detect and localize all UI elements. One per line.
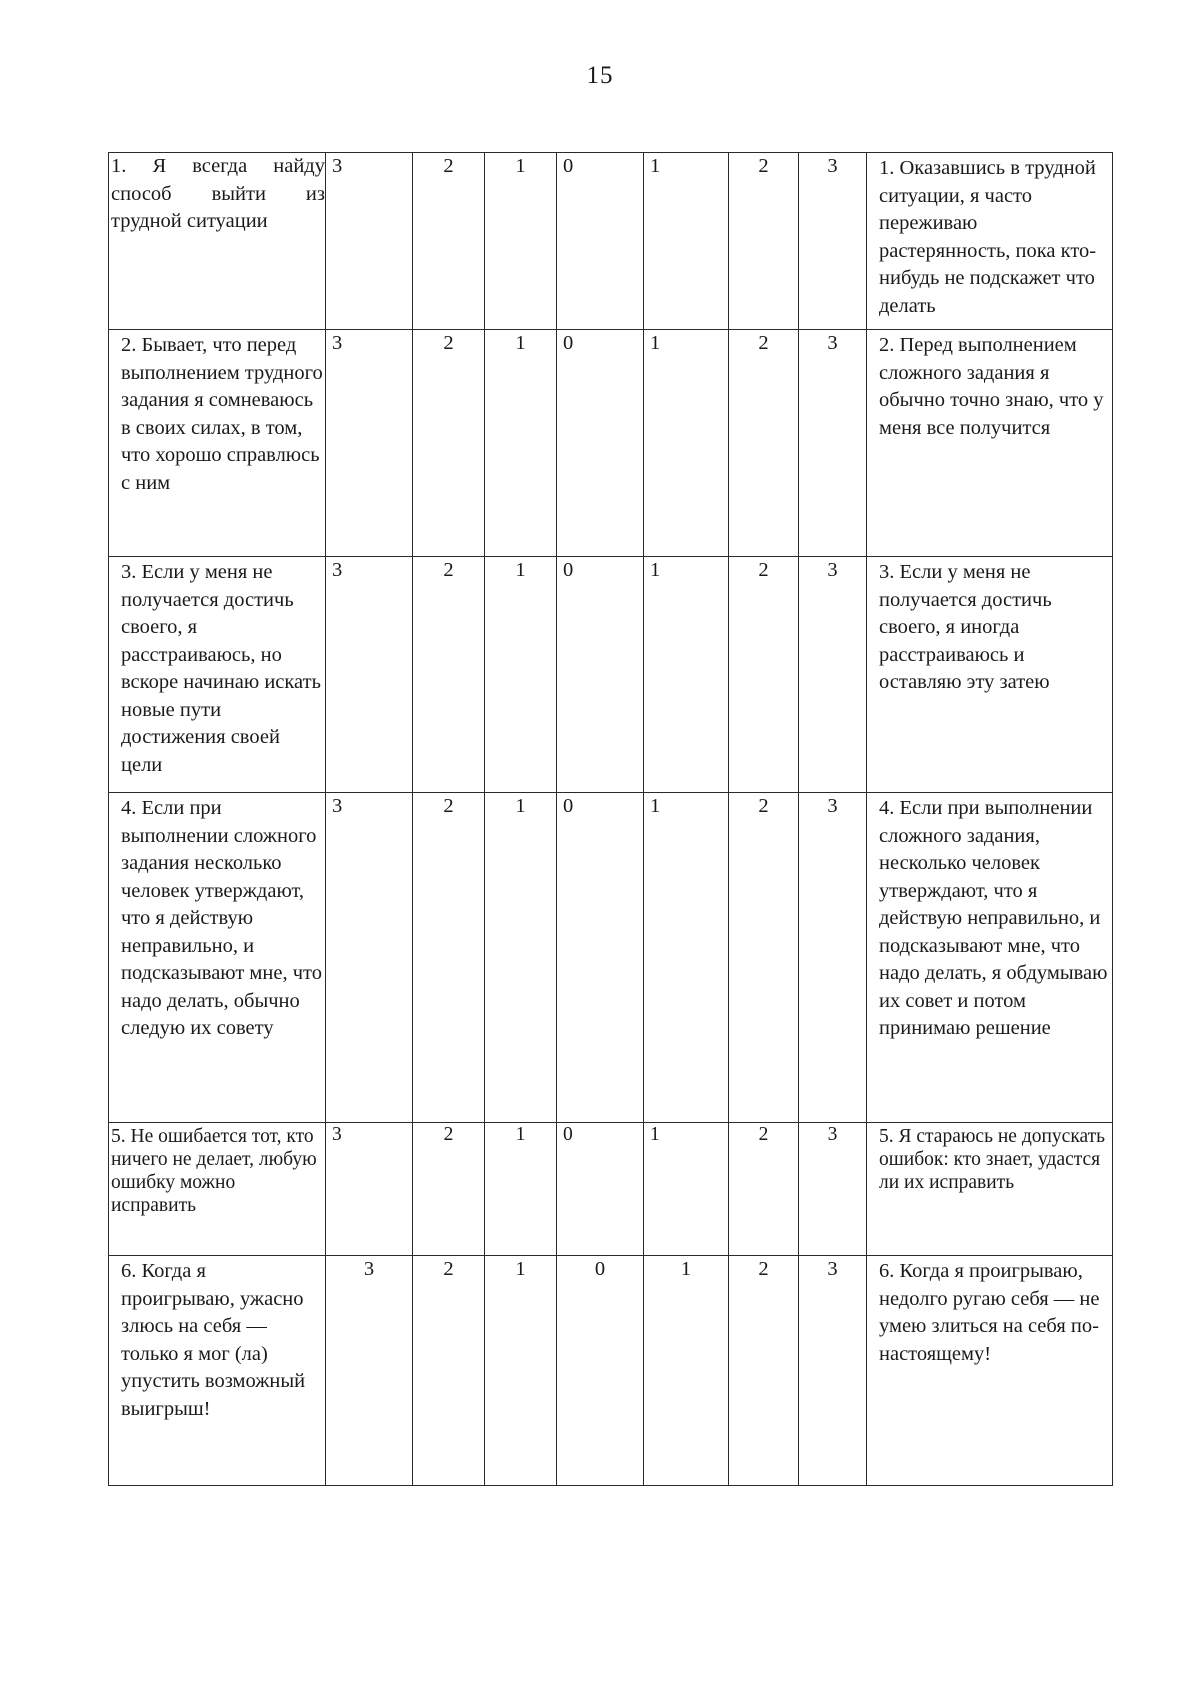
scale-value: 1: [644, 793, 729, 1123]
left-statement: 4. Если при выполнении сложного задания несколько человек утверждают, что я действую неправильно, и подсказывают мне, что надо делать, обычно следую их совету: [109, 793, 326, 1123]
scale-value: 0: [557, 557, 644, 793]
left-statement: 5. Не ошибается тот, кто ничего не делает, любую ошибку можно исправить: [109, 1123, 326, 1256]
scale-value: 2: [729, 793, 799, 1123]
scale-value: 3: [799, 557, 867, 793]
scale-value: 3: [326, 793, 413, 1123]
right-statement: 5. Я стараюсь не допускать ошибок: кто знает, удастся ли их исправить: [867, 1123, 1113, 1256]
scale-value: 2: [413, 557, 485, 793]
scale-value: 0: [557, 1123, 644, 1256]
scale-value: 3: [326, 557, 413, 793]
right-statement: 3. Если у меня не получается достичь своего, я иногда расстраиваюсь и оставляю эту затею: [867, 557, 1113, 793]
right-statement: 6. Когда я проигрываю, недолго ругаю себя — не умею злиться на себя по- настоящему!: [867, 1256, 1113, 1486]
scale-value: 3: [799, 793, 867, 1123]
table-row: [109, 153, 1113, 330]
right-statement: 1. Оказавшись в трудной ситуации, я часто переживаю растерянность, пока кто-нибудь не подскажет что делать: [867, 153, 1113, 330]
scale-value: 3: [799, 1256, 867, 1486]
table-row: [109, 330, 1113, 557]
scale-value: 1: [485, 1123, 557, 1256]
table-row: [109, 557, 1113, 793]
scale-value: 1: [644, 1256, 729, 1486]
scale-value: 3: [799, 330, 867, 557]
scale-value: 0: [557, 153, 644, 330]
right-statement: 4. Если при выполнении сложного задания, несколько человек утверждают, что я действую неправильно, и подсказывают мне, что надо делать, я обдумываю их совет и потом принимаю решение: [867, 793, 1113, 1123]
scale-value: 1: [644, 557, 729, 793]
scale-value: 0: [557, 330, 644, 557]
scale-value: 2: [729, 557, 799, 793]
scale-value: 0: [557, 793, 644, 1123]
left-statement: 3. Если у меня не получается достичь своего, я расстраиваюсь, но вскоре начинаю искать новые пути достижения своей цели: [109, 557, 326, 793]
scale-value: 2: [729, 1123, 799, 1256]
scale-value: 1: [485, 153, 557, 330]
scale-value: 2: [729, 153, 799, 330]
scale-value: 1: [644, 1123, 729, 1256]
scale-value: 2: [413, 153, 485, 330]
table-row: [109, 793, 1113, 1123]
scale-value: 3: [799, 1123, 867, 1256]
scale-value: 2: [413, 330, 485, 557]
bipolar-scale-table: [108, 152, 1113, 1486]
right-statement: 2. Перед выполнением сложного задания я обычно точно знаю, что у меня все получится: [867, 330, 1113, 557]
left-statement: 6. Когда я проигрываю, ужасно злюсь на себя — только я мог (ла) упустить возможный выигрыш!: [109, 1256, 326, 1486]
scale-value: 3: [326, 1256, 413, 1486]
scale-value: 1: [485, 330, 557, 557]
scale-value: 1: [644, 153, 729, 330]
scale-value: 2: [729, 1256, 799, 1486]
scale-value: 0: [557, 1256, 644, 1486]
table-row: [109, 1256, 1113, 1486]
scale-value: 1: [644, 330, 729, 557]
scale-value: 2: [413, 1123, 485, 1256]
scale-value: 3: [326, 153, 413, 330]
scale-value: 2: [729, 330, 799, 557]
scale-value: 3: [326, 330, 413, 557]
scale-value: 2: [413, 1256, 485, 1486]
page-number: 15: [586, 62, 614, 89]
scale-value: 2: [413, 793, 485, 1123]
scale-value: 3: [326, 1123, 413, 1256]
table-row: [109, 1123, 1113, 1256]
scale-value: 3: [799, 153, 867, 330]
scale-value: 1: [485, 1256, 557, 1486]
left-statement: 1. Я всегда найду способ выйти из трудной ситуации: [109, 153, 326, 330]
scale-value: 1: [485, 793, 557, 1123]
left-statement: 2. Бывает, что перед выполнением трудного задания я сомневаюсь в своих силах, в том, что хорошо справлюсь с ним: [109, 330, 326, 557]
scale-value: 1: [485, 557, 557, 793]
